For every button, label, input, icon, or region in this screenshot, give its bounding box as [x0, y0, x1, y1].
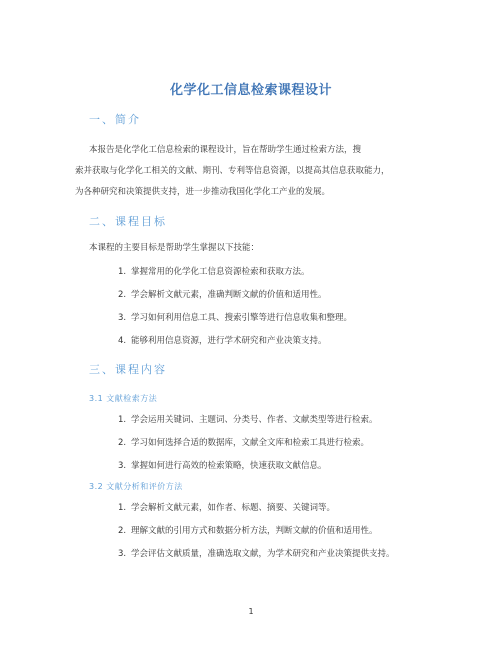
- list-item: 2. 学习如何选择合适的数据库，文献全文库和检索工具进行检索。: [118, 438, 370, 448]
- intro-line-3: 为各种研究和决策提供支持，进一步推动我国化学化工产业的发展。: [75, 187, 331, 197]
- section-heading-goals: 二、课程目标: [89, 215, 167, 228]
- list-item: 2. 理解文献的引用方式和数据分析方法，判断文献的价值和适用性。: [118, 526, 378, 536]
- list-item: 4. 能够利用信息资源，进行学术研究和产业决策支持。: [118, 336, 327, 346]
- subsection-heading-analysis-methods: 3.2 文献分析和评价方法: [89, 482, 183, 491]
- goals-lead: 本课程的主要目标是帮助学生掌握以下技能：: [89, 243, 260, 253]
- subsection-heading-search-methods: 3.1 文献检索方法: [89, 394, 158, 403]
- list-item: 2. 学会解析文献元素，准确判断文献的价值和适用性。: [118, 290, 327, 300]
- section-heading-content: 三、课程内容: [89, 363, 167, 376]
- page-number: 1: [248, 607, 254, 616]
- intro-line-1: 本报告是化学化工信息检索的课程设计，旨在帮助学生通过检索方法，搜: [89, 145, 362, 155]
- list-item: 3. 掌握如何进行高效的检索策略，快速获取文献信息。: [118, 461, 327, 471]
- list-item: 3. 学习如何利用信息工具、搜索引擎等进行信息收集和整理。: [118, 313, 353, 323]
- list-item: 1. 学会解析文献元素，如作者、标题、摘要、关键词等。: [118, 503, 336, 513]
- intro-line-2: 索并获取与化学化工相关的文献、期刊、专利等信息资源，以提高其信息获取能力，: [75, 166, 390, 176]
- list-item: 1. 掌握常用的化学化工信息资源检索和获取方法。: [118, 267, 310, 277]
- section-heading-intro: 一、简介: [89, 113, 141, 126]
- list-item: 3. 学会评估文献质量，准确选取文献，为学术研究和产业决策提供支持。: [118, 549, 395, 559]
- list-item: 1. 学会运用关键词、主题词、分类号、作者、文献类型等进行检索。: [118, 415, 378, 425]
- page-title: 化学化工信息检索课程设计: [169, 83, 332, 98]
